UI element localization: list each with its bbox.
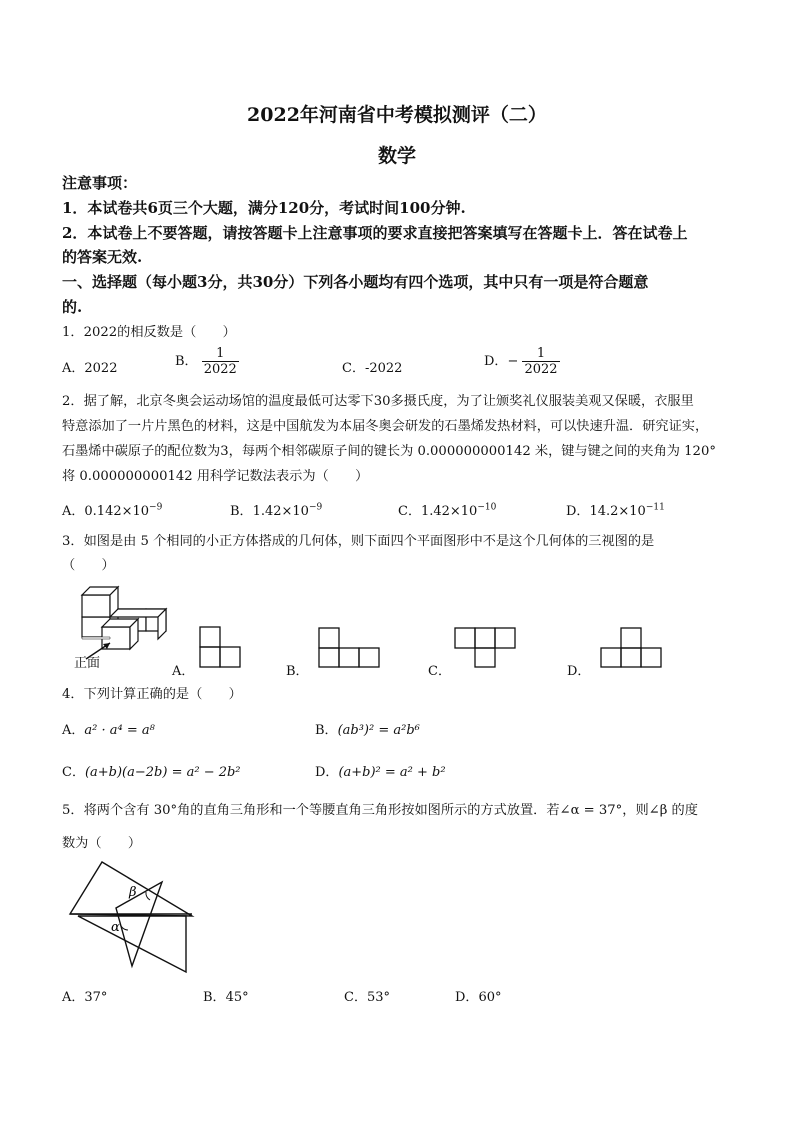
option-text: 2022 [84, 361, 118, 376]
q2-line-3: 石墨烯中碳原子的配位数为3，每两个相邻碳原子间的键长为 0.000000000142 米，键与键之间的夹角为 120° [62, 444, 716, 459]
option-label: B． [230, 504, 253, 519]
notice-item-2-line-2: 的答案无效. [62, 248, 143, 266]
q3-option-b-figure [318, 627, 383, 669]
alpha-label: α [111, 920, 120, 935]
option-label: D． [455, 990, 479, 1005]
option-label: B． [315, 723, 338, 738]
q4-option-a [62, 719, 155, 738]
q3-option-c-figure [454, 627, 519, 669]
option-text: 53° [366, 990, 390, 1005]
q5-line-2: 数为（ ） [62, 836, 142, 851]
q2-line-1: 2．据了解，北京冬奥会运动场馆的温度最低可达零下30多摄氏度，为了让颁奖礼仪服装美观又保暖，衣服里 [62, 394, 694, 409]
notice-item-1: 1．本试卷共6页三个大题，满分120分，考试时间100分钟. [62, 199, 466, 217]
q3-option-d-label: D． [567, 664, 591, 679]
option-label: A． [62, 504, 85, 519]
exam-title: 2022年河南省中考模拟测评（二） [247, 104, 547, 126]
option-expression: (a+b)² = a² + b² [338, 765, 446, 780]
q3-line-2: （ ） [62, 558, 115, 573]
option-label: A． [62, 723, 85, 738]
q4-option-b [315, 719, 420, 738]
q2-option-d [566, 500, 665, 519]
q5-option-d [455, 986, 501, 1005]
option-label: C． [342, 361, 365, 376]
beta-label: β [129, 885, 137, 900]
option-text: 37° [84, 990, 108, 1005]
fraction-denominator: 2022 [203, 362, 237, 377]
notice-item-2-line-1: 2．本试卷上不要答题，请按答题卡上注意事项的要求直接把答案填写在答题卡上．答在试卷上 [62, 224, 688, 242]
q5-option-a [62, 986, 107, 1005]
option-label: C． [398, 504, 421, 519]
option-label: D． [566, 504, 590, 519]
option-base: 1.42×10 [420, 504, 478, 519]
option-exponent: −9 [149, 502, 163, 513]
option-expression: (a+b)(a−2b) = a² − 2b² [84, 765, 241, 780]
option-text: -2022 [364, 361, 403, 376]
option-label: A． [62, 361, 85, 376]
option-text: 45° [225, 990, 249, 1005]
option-label: B． [175, 354, 198, 369]
option-label: B． [203, 990, 226, 1005]
q4-option-c [62, 761, 241, 780]
fraction-numerator: 1 [536, 346, 546, 361]
q1-option-c [342, 357, 402, 376]
option-base: 1.42×10 [252, 504, 309, 519]
option-base: 14.2×10 [589, 504, 646, 519]
cube-face [110, 609, 166, 617]
q2-option-b [230, 500, 322, 519]
q5-option-b [203, 986, 249, 1005]
q3-line-1: 3．如图是由 5 个相同的小正方体搭成的几何体，则下面四个平面图形中不是这个几何体的三视图的是 [62, 534, 655, 549]
option-exponent: −9 [308, 502, 323, 513]
q4-stem: 4．下列计算正确的是（ ） [62, 687, 242, 702]
option-text: 60° [478, 990, 502, 1005]
q4-option-d [315, 761, 446, 780]
option-label: D． [484, 354, 508, 369]
option-label: D． [315, 765, 339, 780]
q3-option-a-label: A． [172, 664, 195, 679]
section-1-heading-line-2: 的. [62, 298, 83, 316]
section-1-heading-line-1: 一、选择题（每小题3分，共30分）下列各小题均有四个选项，其中只有一项是符合题意 [62, 273, 649, 291]
minus-sign: − [507, 354, 519, 369]
option-exponent: −11 [645, 502, 665, 513]
option-label: C． [344, 990, 367, 1005]
cube-face [82, 595, 110, 617]
fraction [522, 346, 559, 377]
front-label: 正面 [74, 656, 101, 671]
q5-option-c [344, 986, 390, 1005]
notice-heading: 注意事项： [62, 174, 138, 192]
q3-option-a-figure [199, 626, 244, 668]
q5-line-1: 5．将两个含有 30°角的直角三角形和一个等腰直角三角形按如图所示的方式放置．若∠α = 37°，则∠β 的度 [62, 803, 698, 818]
option-expression: a² · a⁴ = a⁸ [84, 723, 155, 738]
q1-stem: 1．2022的相反数是（ ） [62, 325, 236, 340]
option-label: C． [62, 765, 85, 780]
q5-triangles-figure [68, 856, 198, 976]
exam-subject: 数学 [377, 145, 416, 167]
q2-line-4: 将 0.000000000142 用科学记数法表示为（ ） [62, 469, 369, 484]
q1-option-a [62, 357, 117, 376]
q3-option-c-label: C． [428, 664, 451, 679]
q1-option-d [484, 346, 560, 377]
fraction [202, 346, 239, 377]
option-base: 0.142×10 [84, 504, 150, 519]
q2-option-a [62, 500, 162, 519]
q1-option-b [175, 346, 239, 377]
option-expression: (ab³)² = a²b⁶ [337, 723, 420, 738]
option-exponent: −10 [477, 502, 497, 513]
q3-option-d-figure [600, 627, 665, 669]
option-label: A． [62, 990, 85, 1005]
fraction-denominator: 2022 [524, 362, 558, 377]
q2-option-c [398, 500, 496, 519]
q3-option-b-label: B． [286, 664, 309, 679]
fraction-numerator: 1 [216, 346, 225, 361]
q2-line-2: 特意添加了一片片黑色的材料，这是中国航发为本届冬奥会研发的石墨烯发热材料，可以快速升温．研究证实， [62, 419, 709, 434]
